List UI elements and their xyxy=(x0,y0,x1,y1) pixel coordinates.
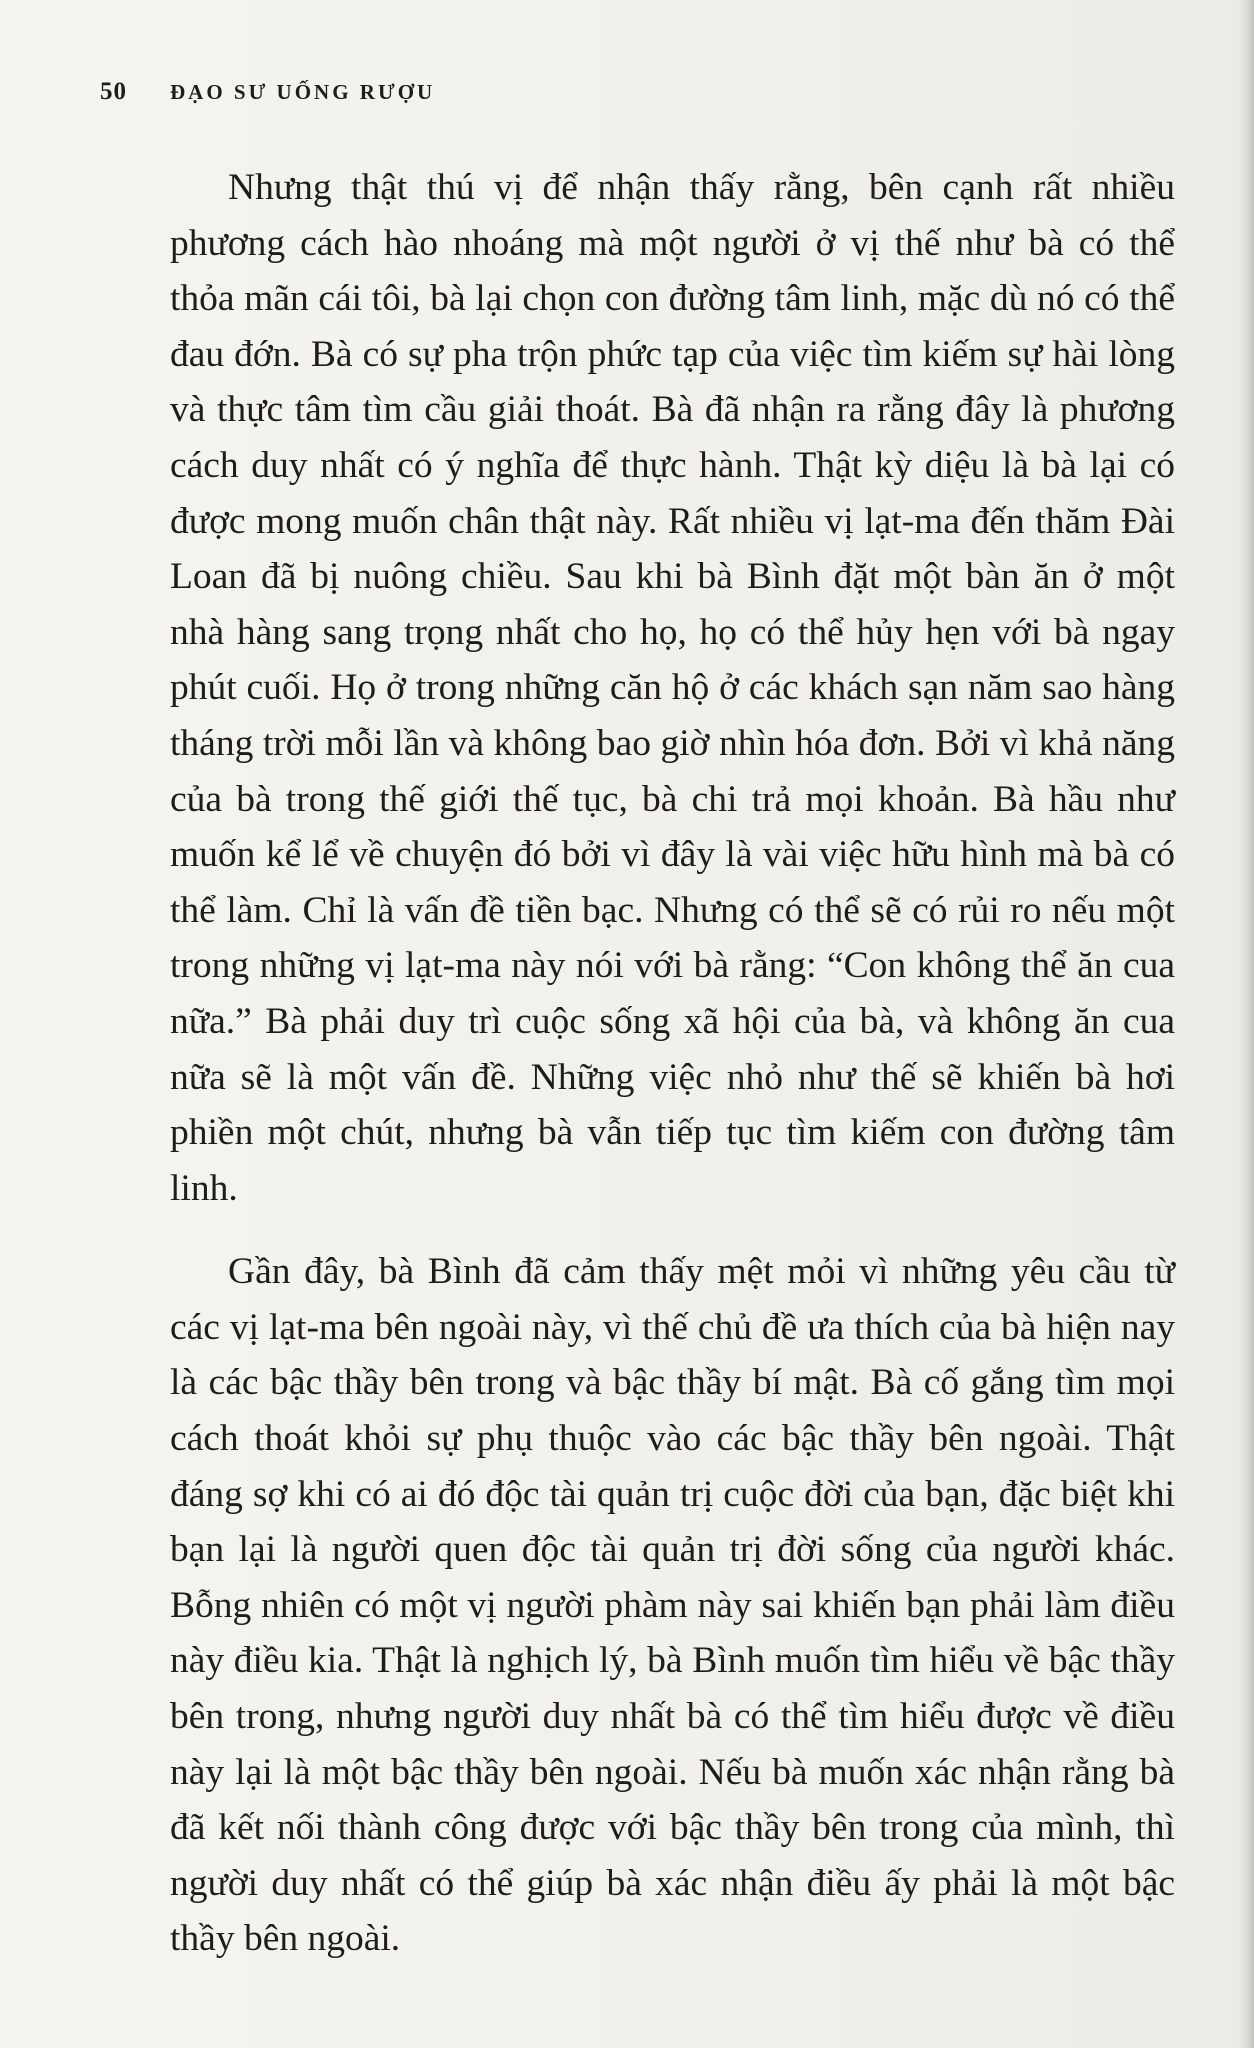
paragraph: Nhưng thật thú vị để nhận thấy rằng, bên cạnh rất nhiều phương cách hào nhoáng mà một người ở vị thế như bà có thể thỏa mãn cái tôi, bà lại chọn con đường tâm linh, mặc dù nó có thể đau đớn. Bà có sự pha trộn phức tạp của việc tìm kiếm sự hài lòng và thực tâm tìm cầu giải thoát. Bà đã nhận ra rằng đây là phương cách duy nhất có ý nghĩa để thực hành. Thật kỳ diệu là bà lại có được mong muốn chân thật này. Rất nhiều vị lạt-ma đến thăm Đài Loan đã bị nuông chiều. Sau khi bà Bình đặt một bàn ăn ở một nhà hàng sang trọng nhất cho họ, họ có thể hủy hẹn với bà ngay phút cuối. Họ ở trong những căn hộ ở các khách sạn năm sao hàng tháng trời mỗi lần và không bao giờ nhìn hóa đơn. Bởi vì khả năng của bà trong thế giới thế tục, bà chi trả mọi khoản. Bà hầu như muốn kể lể về chuyện đó bởi vì đây là vài việc hữu hình mà bà có thể làm. Chỉ là vấn đề tiền bạc. Nhưng có thể sẽ có rủi ro nếu một trong những vị lạt-ma này nói với bà rằng: “Con không thể ăn cua nữa.” Bà phải duy trì cuộc sống xã hội của bà, và không ăn cua nữa sẽ là một vấn đề. Những việc nhỏ như thế sẽ khiến bà hơi phiền một chút, nhưng bà vẫn tiếp tục tìm kiếm con đường tâm linh. xyxy=(170,167,1175,1209)
page-number: 50 xyxy=(100,78,127,105)
body-text xyxy=(170,160,1175,1995)
paragraph: Gần đây, bà Bình đã cảm thấy mệt mỏi vì những yêu cầu từ các vị lạt-ma bên ngoài này, vì thế chủ đề ưa thích của bà hiện nay là các bậc thầy bên trong và bậc thầy bí mật. Bà cố gắng tìm mọi cách thoát khỏi sự phụ thuộc vào các bậc thầy bên ngoài. Thật đáng sợ khi có ai đó độc tài quản trị cuộc đời của bạn, đặc biệt khi bạn lại là người quen độc tài quản trị đời sống của người khác. Bỗng nhiên có một vị người phàm này sai khiến bạn phải làm điều này điều kia. Thật là nghịch lý, bà Bình muốn tìm hiểu về bậc thầy bên trong, nhưng người duy nhất bà có thể tìm hiểu được về điều này lại là một bậc thầy bên ngoài. Nếu bà muốn xác nhận rằng bà đã kết nối thành công được với bậc thầy bên trong của mình, thì người duy nhất có thể giúp bà xác nhận điều ấy phải là một bậc thầy bên ngoài. xyxy=(170,1251,1175,1960)
page-header xyxy=(100,78,435,106)
running-head-title: ĐẠO SƯ UỐNG RƯỢU xyxy=(170,80,436,104)
page-edge-shadow xyxy=(1238,0,1254,2048)
